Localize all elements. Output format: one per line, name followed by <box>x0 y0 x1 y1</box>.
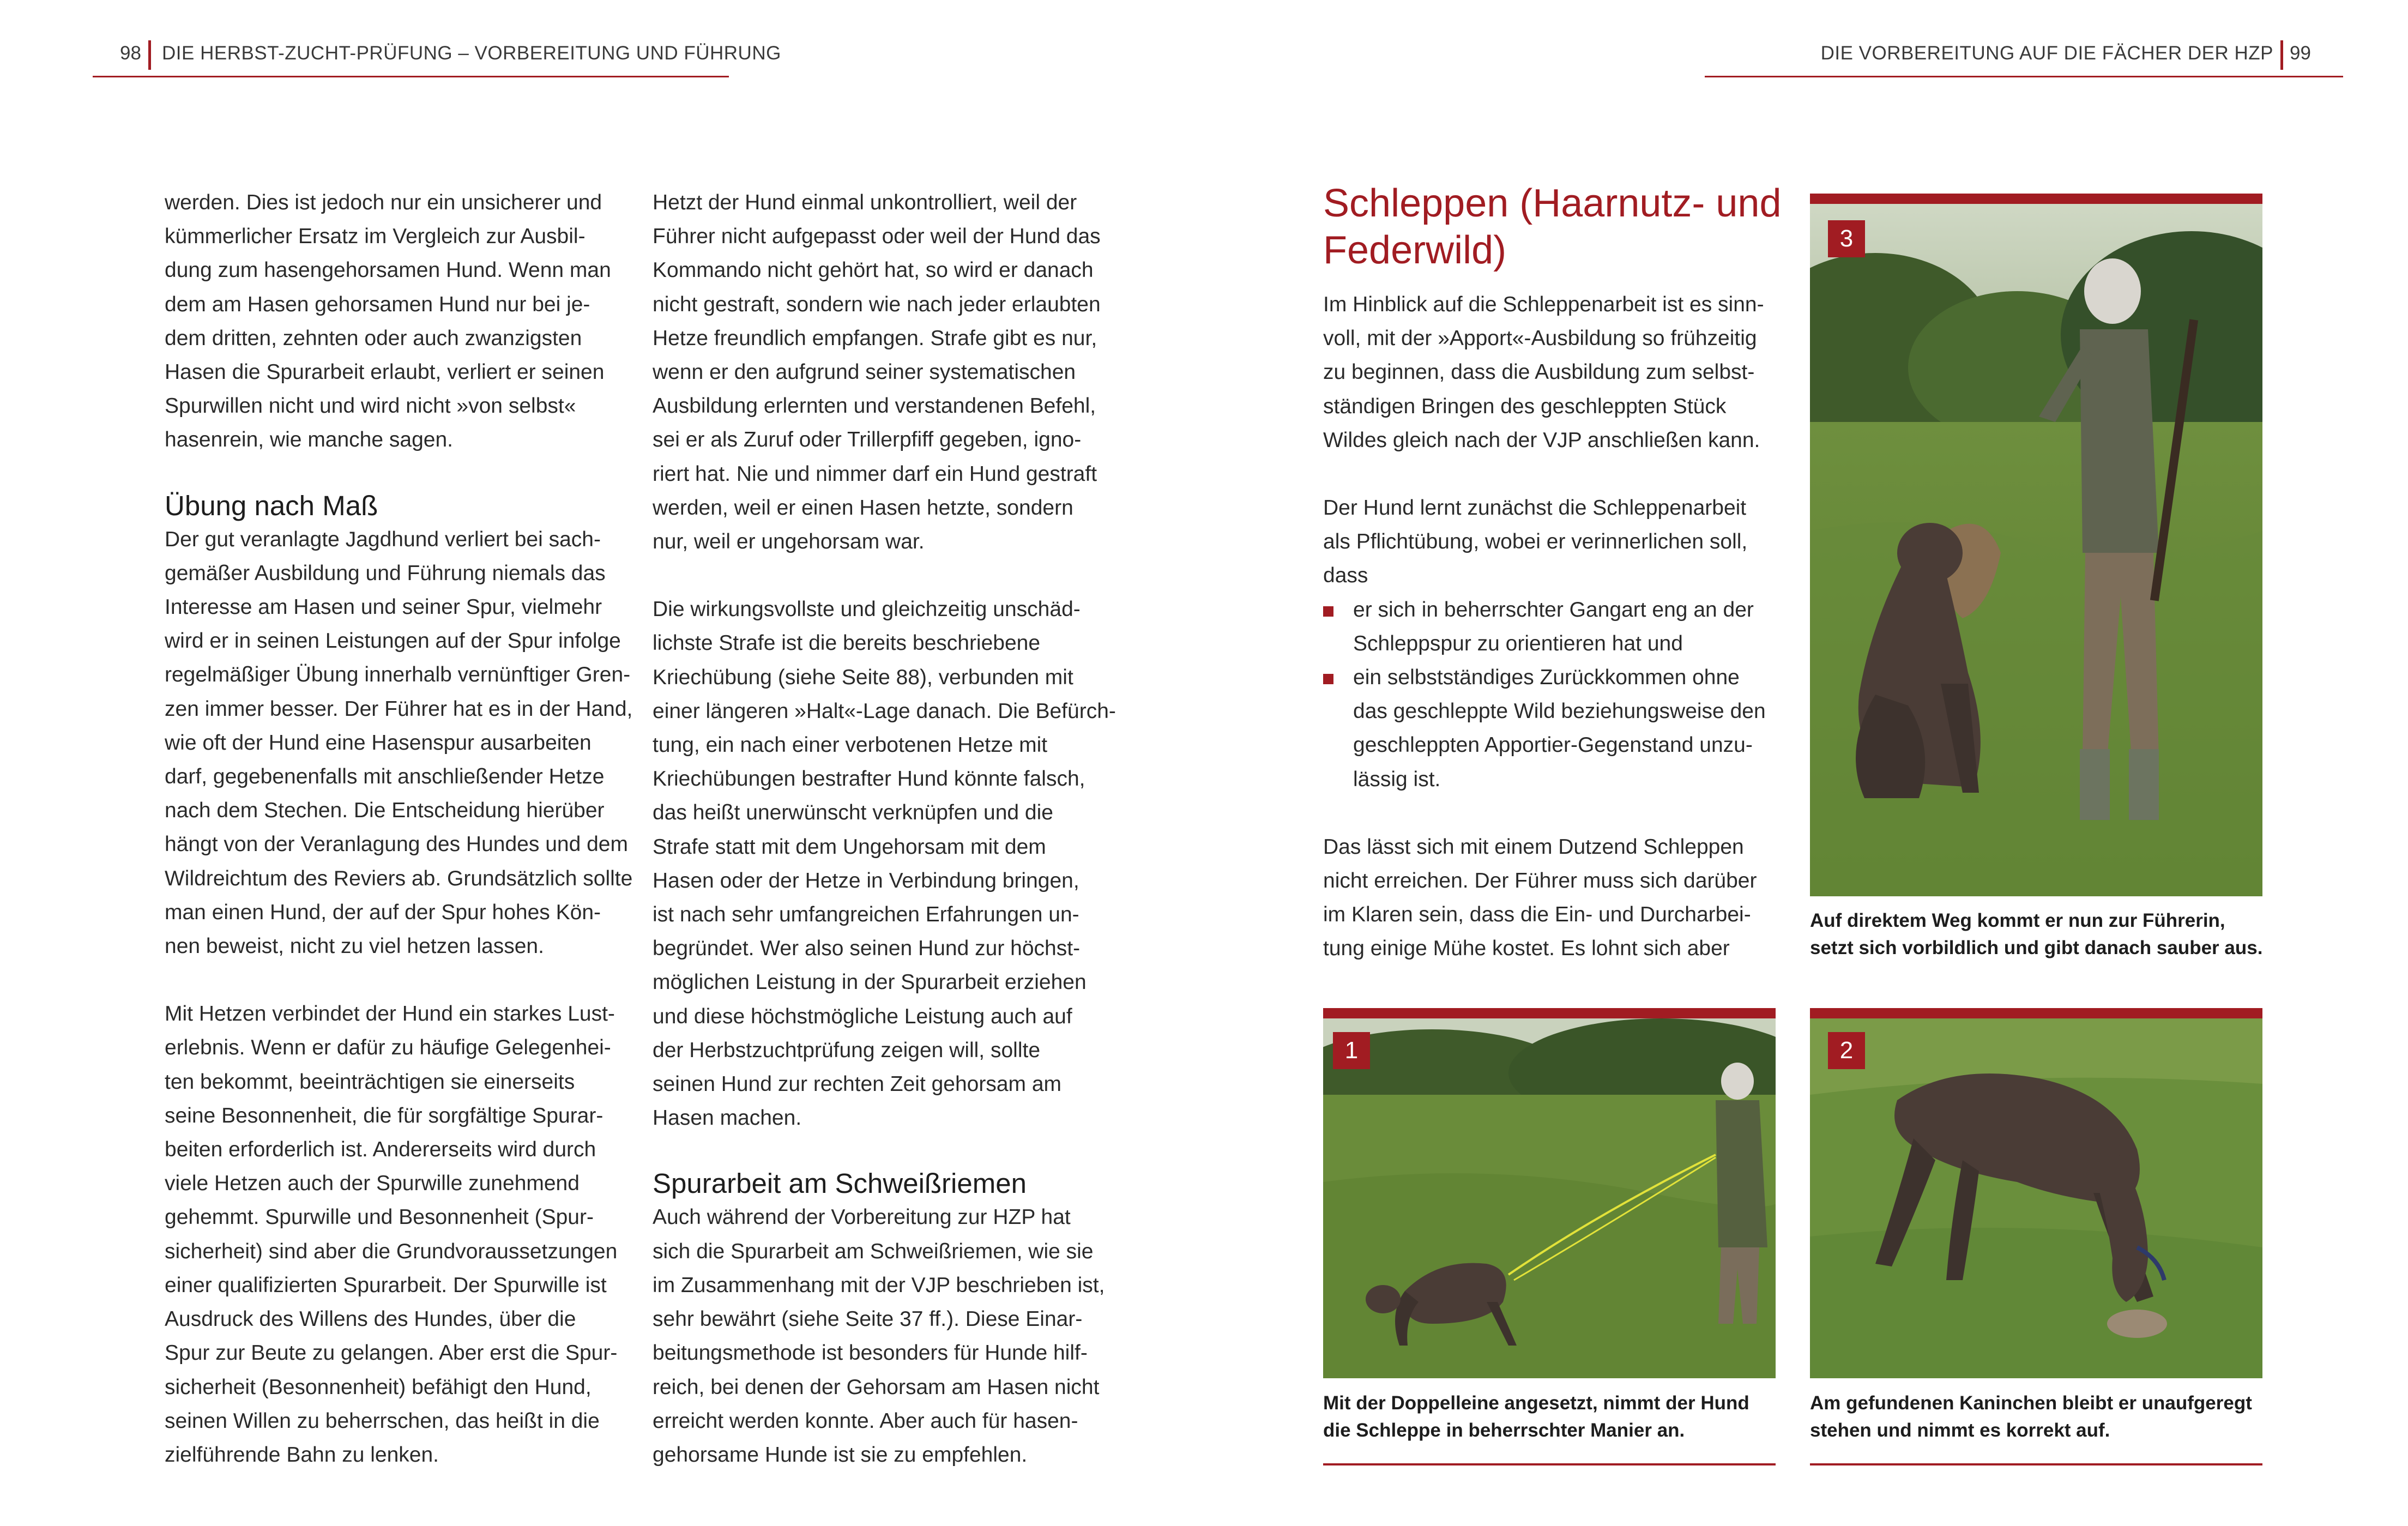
col3-paragraph-3 <box>1323 830 1770 966</box>
text-line: geschleppten Apportier-Gegenstand unzu- <box>1353 733 1753 757</box>
text-line: nach dem Stechen. Die Entscheidung hierüber <box>165 799 605 823</box>
text-line: gehemmt. Spurwille und Besonnenheit (Spur- <box>165 1205 594 1229</box>
photo-1-caption <box>1323 1390 1749 1444</box>
text-line: im Zusammenhang mit der VJP beschrieben ist, <box>653 1273 1105 1297</box>
text-column-2 <box>653 186 1116 1472</box>
text-column-3 <box>1323 288 1770 966</box>
text-line: Kriechübung (siehe Seite 88), verbunden mit <box>653 665 1073 689</box>
text-line: riert hat. Nie und nimmer darf ein Hund gestraft <box>653 462 1097 486</box>
text-line: Hasen machen. <box>653 1106 802 1130</box>
text-line: sicherheit) sind aber die Grundvoraussetzungen <box>165 1239 618 1263</box>
text-line: lässig ist. <box>1353 767 1441 791</box>
photo-3-caption <box>1810 907 2262 962</box>
photo-2-caption <box>1810 1390 2252 1444</box>
header-divider-left <box>148 40 151 70</box>
text-line: einer längeren »Halt«-Lage danach. Die Befürch- <box>653 699 1116 723</box>
text-line: Interesse am Hasen und seiner Spur, vielmehr <box>165 595 602 619</box>
col2-paragraph-1 <box>653 186 1116 559</box>
text-line: zu beginnen, dass die Ausbildung zum selbst- <box>1323 360 1755 384</box>
text-line: gemäßer Ausbildung und Führung niemals das <box>165 561 606 585</box>
text-line: als Pflichtübung, wobei er verinnerlichen soll, <box>1323 530 1748 554</box>
text-line: beiten erforderlich ist. Andererseits wird durch <box>165 1138 596 1162</box>
text-line: tung einige Mühe kostet. Es lohnt sich aber <box>1323 937 1730 961</box>
text-line: Wildes gleich nach der VJP anschließen kann. <box>1323 428 1760 452</box>
text-line: wie oft der Hund eine Hasenspur ausarbeiten <box>165 731 592 755</box>
text-line: erlebnis. Wenn er dafür zu häufige Gelegenhei- <box>165 1036 611 1060</box>
photo-3-number-badge: 3 <box>1828 220 1865 257</box>
text-line: Ausbildung erlernten und verstandenen Befehl, <box>653 394 1096 418</box>
photo-2-top-bar <box>1810 1008 2262 1018</box>
text-line: ein selbstständiges Zurückkommen ohne <box>1353 666 1740 690</box>
photo-1-image <box>1323 1018 1776 1378</box>
text-line: Schleppspur zu orientieren hat und <box>1353 631 1683 655</box>
bullet-square-icon <box>1323 606 1333 617</box>
text-line: dem dritten, zehnten oder auch zwanzigsten <box>165 326 582 350</box>
running-header-right: DIE VORBEREITUNG AUF DIE FÄCHER DER HZP <box>1820 43 2273 64</box>
text-line: darf, gegebenenfalls mit anschließender Hetze <box>165 765 605 789</box>
text-line: Die wirkungsvollste und gleichzeitig unschäd- <box>653 598 1081 622</box>
photo-3-top-bar <box>1810 194 2262 204</box>
text-line: sicherheit (Besonnenheit) befähigt den Hund, <box>165 1375 592 1399</box>
bullet-square-icon <box>1323 674 1333 684</box>
text-line: Hetze freundlich empfangen. Strafe gibt es nur, <box>653 326 1097 350</box>
caption-line: Mit der Doppelleine angesetzt, nimmt der Hund <box>1323 1392 1749 1414</box>
text-line: Strafe statt mit dem Ungehorsam mit dem <box>653 835 1046 859</box>
page-number-left: 98 <box>120 43 141 64</box>
text-line: einer qualifizierten Spurarbeit. Der Spurwille ist <box>165 1273 607 1297</box>
col1-paragraph-1 <box>165 186 628 457</box>
section-title <box>1323 180 1782 274</box>
photo-1 <box>1323 1018 1776 1378</box>
col2-paragraph-2 <box>653 593 1116 1135</box>
text-line: ständigen Bringen des geschleppten Stück <box>1323 394 1727 418</box>
photo-1-top-bar <box>1323 1008 1776 1018</box>
text-line: nur, weil er ungehorsam war. <box>653 530 925 554</box>
text-line: gehorsame Hunde ist sie zu empfehlen. <box>653 1443 1028 1467</box>
text-line: ten bekommt, beeinträchtigen sie einerseits <box>165 1070 575 1094</box>
text-line: Auch während der Vorbereitung zur HZP hat <box>653 1205 1071 1229</box>
col1-paragraph-2 <box>165 523 633 964</box>
section-title-line-2: Federwild) <box>1323 228 1507 272</box>
caption-line: die Schleppe in beherrschter Manier an. <box>1323 1420 1685 1441</box>
text-line: der Herbstzuchtprüfung zeigen will, sollte <box>653 1038 1041 1062</box>
text-line: begründet. Wer also seinen Hund zur höchst- <box>653 937 1081 961</box>
subheading-uebung-nach-mass: Übung nach Maß <box>165 490 378 521</box>
photo-2 <box>1810 1018 2262 1378</box>
text-line: Spurwillen nicht und wird nicht »von selbst« <box>165 394 576 418</box>
text-line: viele Hetzen auch der Spurwille zunehmend <box>165 1172 580 1196</box>
text-line: dung zum hasengehorsamen Hund. Wenn man <box>165 258 611 282</box>
caption-line: Am gefundenen Kaninchen bleibt er unaufgeregt <box>1810 1392 2252 1414</box>
text-line: Führer nicht aufgepasst oder weil der Hund das <box>653 225 1101 249</box>
photo-2-image <box>1810 1018 2262 1378</box>
text-line: reich, bei denen der Gehorsam am Hasen nicht <box>653 1375 1100 1399</box>
bullet-item <box>1323 593 1770 661</box>
text-line: nicht gestraft, sondern wie nach jeder erlaubten <box>653 292 1101 316</box>
photo-1-caption-rule <box>1323 1463 1776 1465</box>
text-line: hasenrein, wie manche sagen. <box>165 428 453 452</box>
text-line: erreicht werden konnte. Aber auch für hasen- <box>653 1409 1078 1433</box>
text-line: im Klaren sein, dass die Ein- und Durcharbei- <box>1323 903 1751 927</box>
text-line: das heißt unerwünscht verknüpfen und die <box>653 801 1053 825</box>
text-line: das geschleppte Wild beziehungsweise den <box>1353 699 1766 723</box>
header-rule-left <box>93 76 729 77</box>
bullet-item <box>1323 661 1770 797</box>
text-line: Im Hinblick auf die Schleppenarbeit ist es sinn- <box>1323 293 1764 316</box>
text-line: wird er in seinen Leistungen auf der Spur infolge <box>165 629 621 653</box>
running-header-left: DIE HERBST-ZUCHT-PRÜFUNG – VORBEREITUNG UND FÜHRUNG <box>162 43 781 64</box>
text-line: kümmerlicher Ersatz im Vergleich zur Ausbil- <box>165 225 586 249</box>
text-line: seinen Willen zu beherrschen, das heißt in die <box>165 1409 600 1433</box>
col3-paragraph-1 <box>1323 288 1770 457</box>
photo-3 <box>1810 204 2262 896</box>
text-line: Ausdruck des Willens des Hundes, über die <box>165 1307 576 1331</box>
photo-2-number-badge: 2 <box>1828 1032 1865 1069</box>
text-line: und diese höchstmögliche Leistung auch auf <box>653 1004 1072 1028</box>
text-line: Mit Hetzen verbindet der Hund ein starkes Lust- <box>165 1002 615 1026</box>
col1-paragraph-3 <box>165 997 628 1472</box>
text-line: dem am Hasen gehorsamen Hund nur bei je- <box>165 292 590 316</box>
col3-paragraph-2 <box>1323 491 1770 593</box>
text-line: Spur zur Beute zu gelangen. Aber erst die Spur- <box>165 1341 618 1365</box>
text-line: tung, ein nach einer verbotenen Hetze mit <box>653 733 1048 757</box>
text-line: wenn er den aufgrund seiner systematischen <box>653 360 1076 384</box>
col2-paragraph-3 <box>653 1201 1116 1472</box>
caption-line: stehen und nimmt es korrekt auf. <box>1810 1420 2110 1441</box>
text-line: seine Besonnenheit, die für sorgfältige Spurar- <box>165 1103 603 1127</box>
text-line: möglichen Leistung in der Spurarbeit erziehen <box>653 970 1087 994</box>
text-line: ist nach sehr umfangreichen Erfahrungen un- <box>653 903 1079 927</box>
text-line: beitungsmethode ist besonders für Hunde hilf- <box>653 1341 1088 1365</box>
text-line: Hasen oder der Hetze in Verbindung bringen, <box>653 868 1079 892</box>
text-line: nicht erreichen. Der Führer muss sich darüber <box>1323 869 1757 893</box>
text-line: sich die Spurarbeit am Schweißriemen, wie sie <box>653 1239 1094 1263</box>
subheading-spurarbeit-schweissriemen: Spurarbeit am Schweißriemen <box>653 1168 1027 1199</box>
text-line: zen immer besser. Der Führer hat es in der Hand, <box>165 697 633 721</box>
text-line: voll, mit der »Apport«-Ausbildung so frühzeitig <box>1323 327 1757 351</box>
text-line: lichste Strafe ist die bereits beschriebene <box>653 631 1041 655</box>
text-line: seinen Hund zur rechten Zeit gehorsam am <box>653 1072 1062 1096</box>
caption-line: setzt sich vorbildlich und gibt danach sauber aus. <box>1810 937 2263 958</box>
text-line: Kommando nicht gehört hat, so wird er danach <box>653 258 1094 282</box>
text-line: Das lässt sich mit einem Dutzend Schleppen <box>1323 835 1744 859</box>
text-line: regelmäßiger Übung innerhalb vernünftiger Gren- <box>165 663 631 687</box>
photo-2-caption-rule <box>1810 1463 2262 1465</box>
caption-line: Auf direktem Weg kommt er nun zur Führerin, <box>1810 910 2225 931</box>
text-line: Hetzt der Hund einmal unkontrolliert, weil der <box>653 191 1077 214</box>
text-line: Der gut veranlagte Jagdhund verliert bei sach- <box>165 527 601 551</box>
photo-3-image <box>1810 204 2262 896</box>
header-divider-right <box>2280 40 2283 70</box>
text-line: werden, weil er einen Hasen hetzte, sondern <box>653 496 1073 520</box>
page-number-right: 99 <box>2290 43 2311 64</box>
text-line: nen beweist, nicht zu viel hetzen lassen. <box>165 934 544 958</box>
text-line: er sich in beherrschter Gangart eng an der <box>1353 598 1754 622</box>
text-line: sei er als Zuruf oder Trillerpfiff gegeben, igno- <box>653 428 1082 452</box>
section-title-line-1: Schleppen (Haarnutz- und <box>1323 182 1782 225</box>
text-line: dass <box>1323 564 1368 588</box>
text-line: Der Hund lernt zunächst die Schleppenarbeit <box>1323 496 1747 520</box>
text-line: werden. Dies ist jedoch nur ein unsicherer und <box>165 191 602 214</box>
text-line: zielführende Bahn zu lenken. <box>165 1443 439 1467</box>
photo-1-number-badge: 1 <box>1333 1032 1370 1069</box>
text-line: Hasen die Spurarbeit erlaubt, verliert er seinen <box>165 360 605 384</box>
text-line: man einen Hund, der auf der Spur hohes Kön- <box>165 900 601 924</box>
text-line: Kriechübungen bestrafter Hund könnte falsch, <box>653 767 1085 791</box>
text-line: Wildreichtum des Reviers ab. Grundsätzlich sollte <box>165 866 633 890</box>
text-column-1 <box>165 186 633 1472</box>
header-rule-right <box>1705 76 2343 77</box>
text-line: sehr bewährt (siehe Seite 37 ff.). Diese Einar- <box>653 1307 1083 1331</box>
text-line: hängt von der Veranlagung des Hundes und dem <box>165 833 628 857</box>
